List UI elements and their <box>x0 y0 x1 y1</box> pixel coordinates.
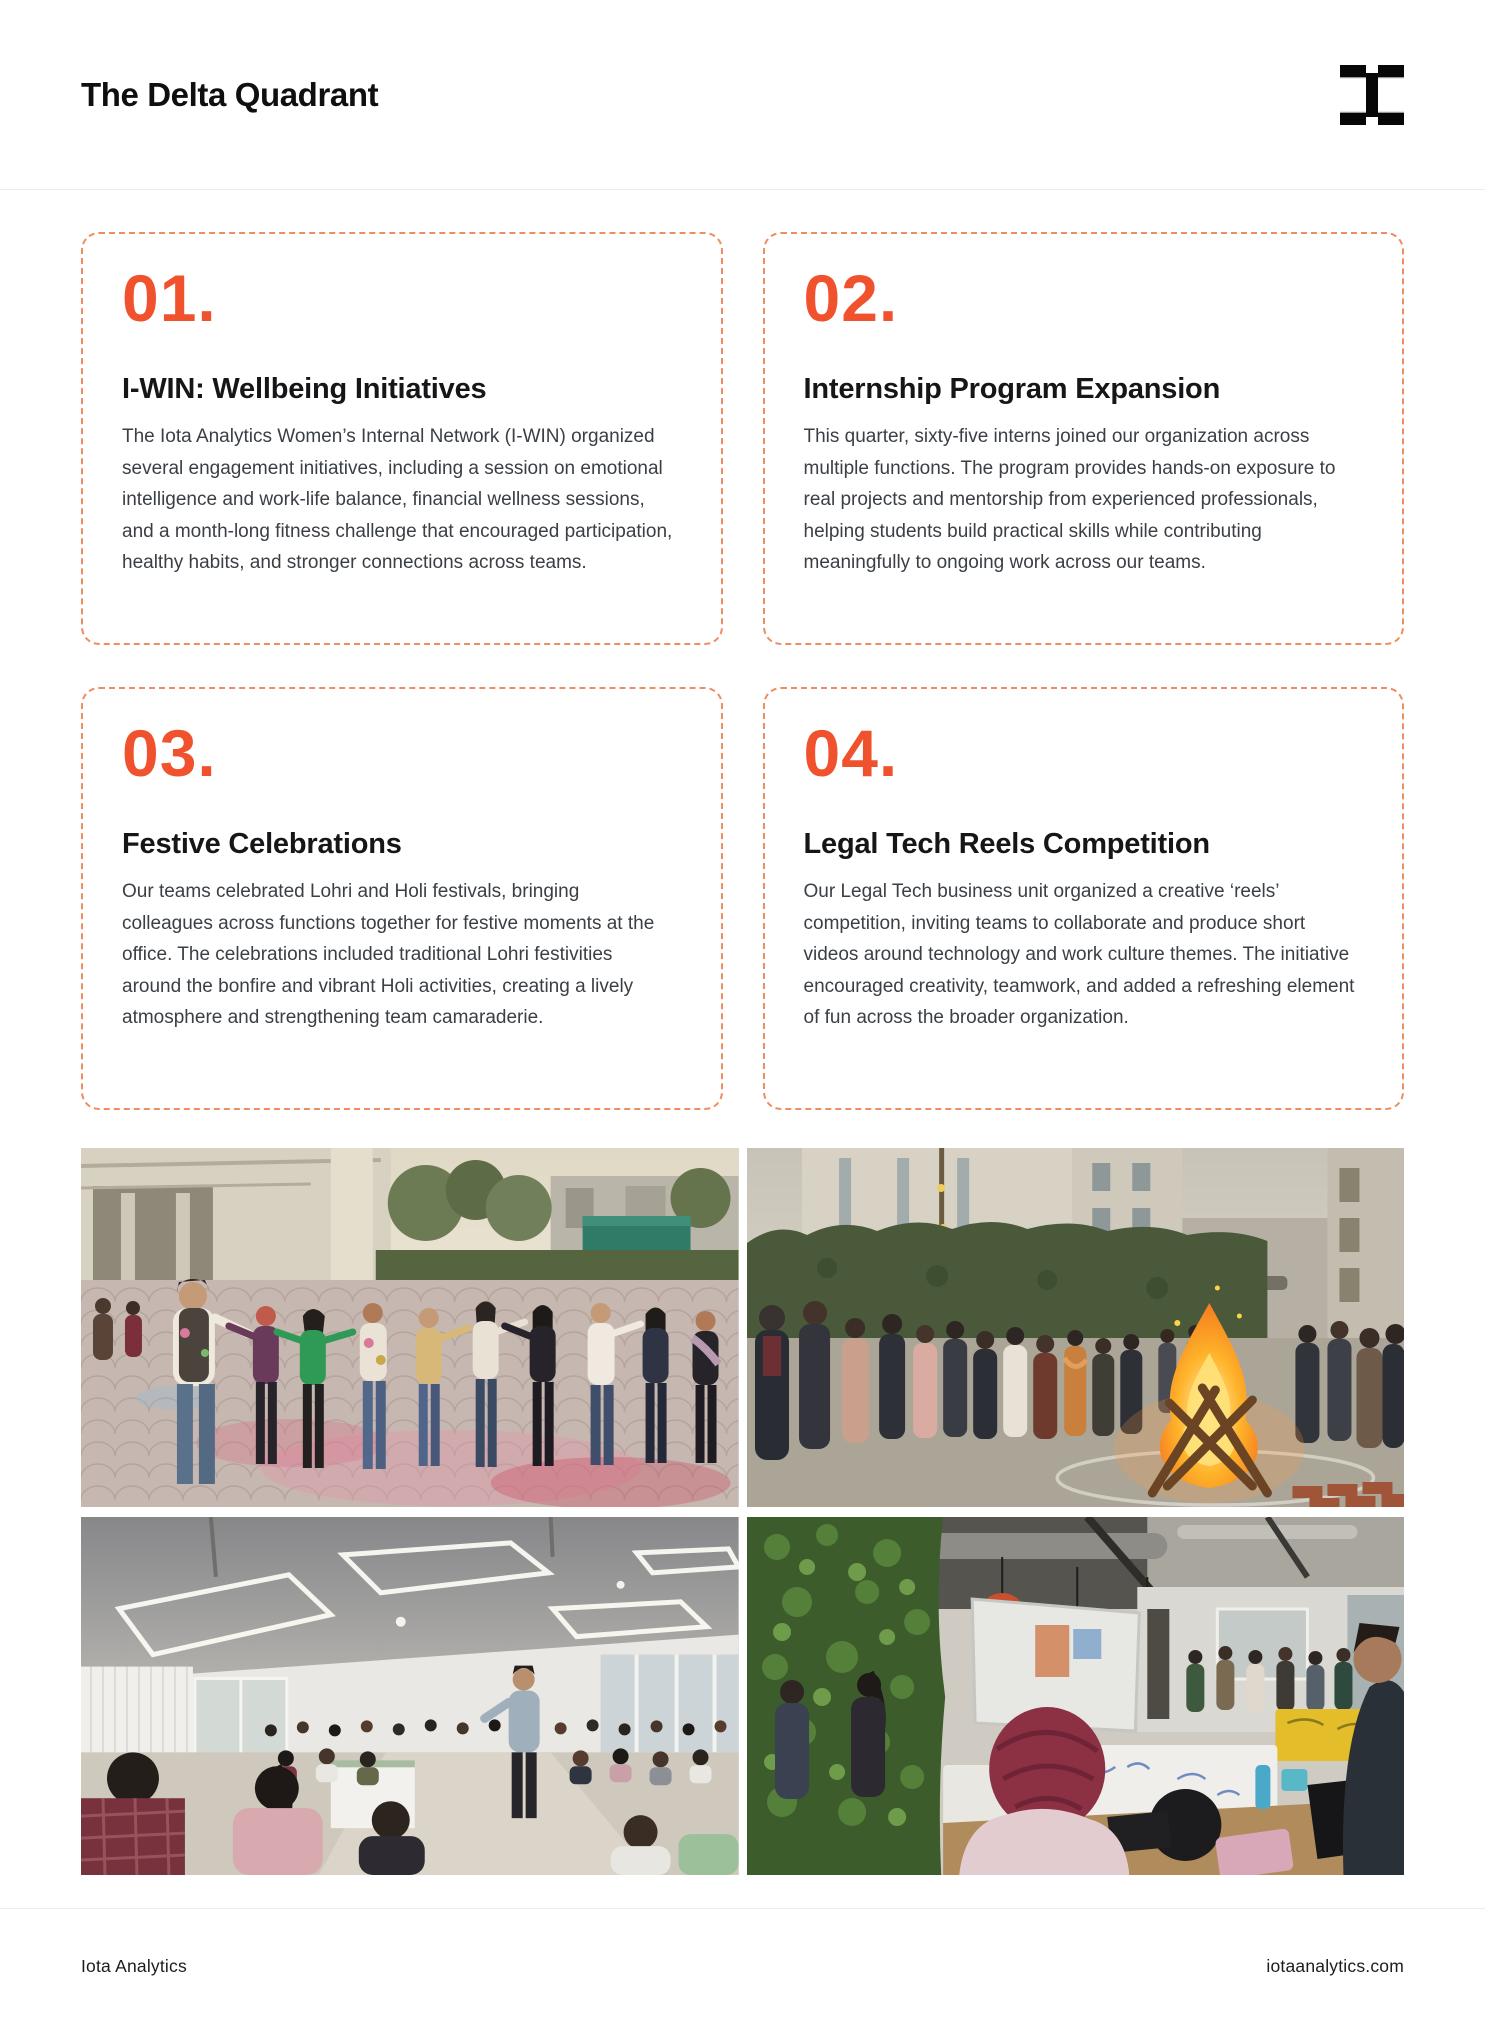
card-festive-celebrations <box>81 687 723 1110</box>
card-title: I-WIN: Wellbeing Initiatives <box>122 373 487 406</box>
card-title: Internship Program Expansion <box>803 373 1221 406</box>
photo-lohri-bonfire <box>747 1148 1405 1507</box>
card-internship-program <box>763 232 1405 645</box>
photo-holi-illustration <box>81 1148 739 1507</box>
card-number: 04. <box>803 716 899 790</box>
card-title: Festive Celebrations <box>122 828 402 861</box>
card-iwin-wellbeing <box>81 232 723 645</box>
photo-office-screening-illustration <box>747 1517 1405 1875</box>
card-body: The Iota Analytics Women’s Internal Network (I-WIN) organized several engagement initiatives, including a session on emotional intelligence and work-life balance, financial wellness sessions, and a month-long fitness challenge that encouraged participation, healthy habits, and stronger connections across teams. <box>122 426 673 574</box>
card-title: Legal Tech Reels Competition <box>803 828 1210 861</box>
photo-lohri-illustration <box>747 1148 1405 1507</box>
card-body: Our Legal Tech business unit organized a creative ‘reels’ competition, inviting teams to collaborate and produce short videos around technology and work culture themes. The initiative encouraged creativity, teamwork, and added a refreshing element of fun across the broader organization. <box>803 881 1355 1029</box>
footer-website-link[interactable]: iotaanalytics.com <box>1266 1956 1404 1976</box>
iota-analytics-logo-icon <box>1340 65 1404 125</box>
page-header <box>0 0 1485 190</box>
card-number: 02. <box>803 261 899 335</box>
highlights-grid <box>81 232 1404 1110</box>
card-legal-tech-reels <box>763 687 1405 1110</box>
card-number: 03. <box>122 716 217 790</box>
photo-townhall-session <box>81 1517 739 1875</box>
card-body: Our teams celebrated Lohri and Holi festivals, bringing colleagues across functions together for festive moments at the office. The celebrations included traditional Lohri festivities around the bonfire and vibrant Holi activities, creating a lively atmosphere and strengthening team camaraderie. <box>122 881 655 1029</box>
photo-holi-celebration <box>81 1148 739 1507</box>
footer-company-name: Iota Analytics <box>81 1956 187 1976</box>
card-number: 01. <box>122 261 217 335</box>
photo-office-screening <box>747 1517 1405 1875</box>
page-footer <box>0 1909 1485 1977</box>
page-title: The Delta Quadrant <box>81 75 379 113</box>
card-body: This quarter, sixty-five interns joined our organization across multiple functions. The program provides hands-on exposure to real projects and mentorship from experienced professionals, helping students build practical skills while contributing meaningfully to ongoing work across our teams. <box>803 426 1336 574</box>
photo-grid <box>81 1148 1404 1875</box>
photo-townhall-illustration <box>81 1517 739 1875</box>
